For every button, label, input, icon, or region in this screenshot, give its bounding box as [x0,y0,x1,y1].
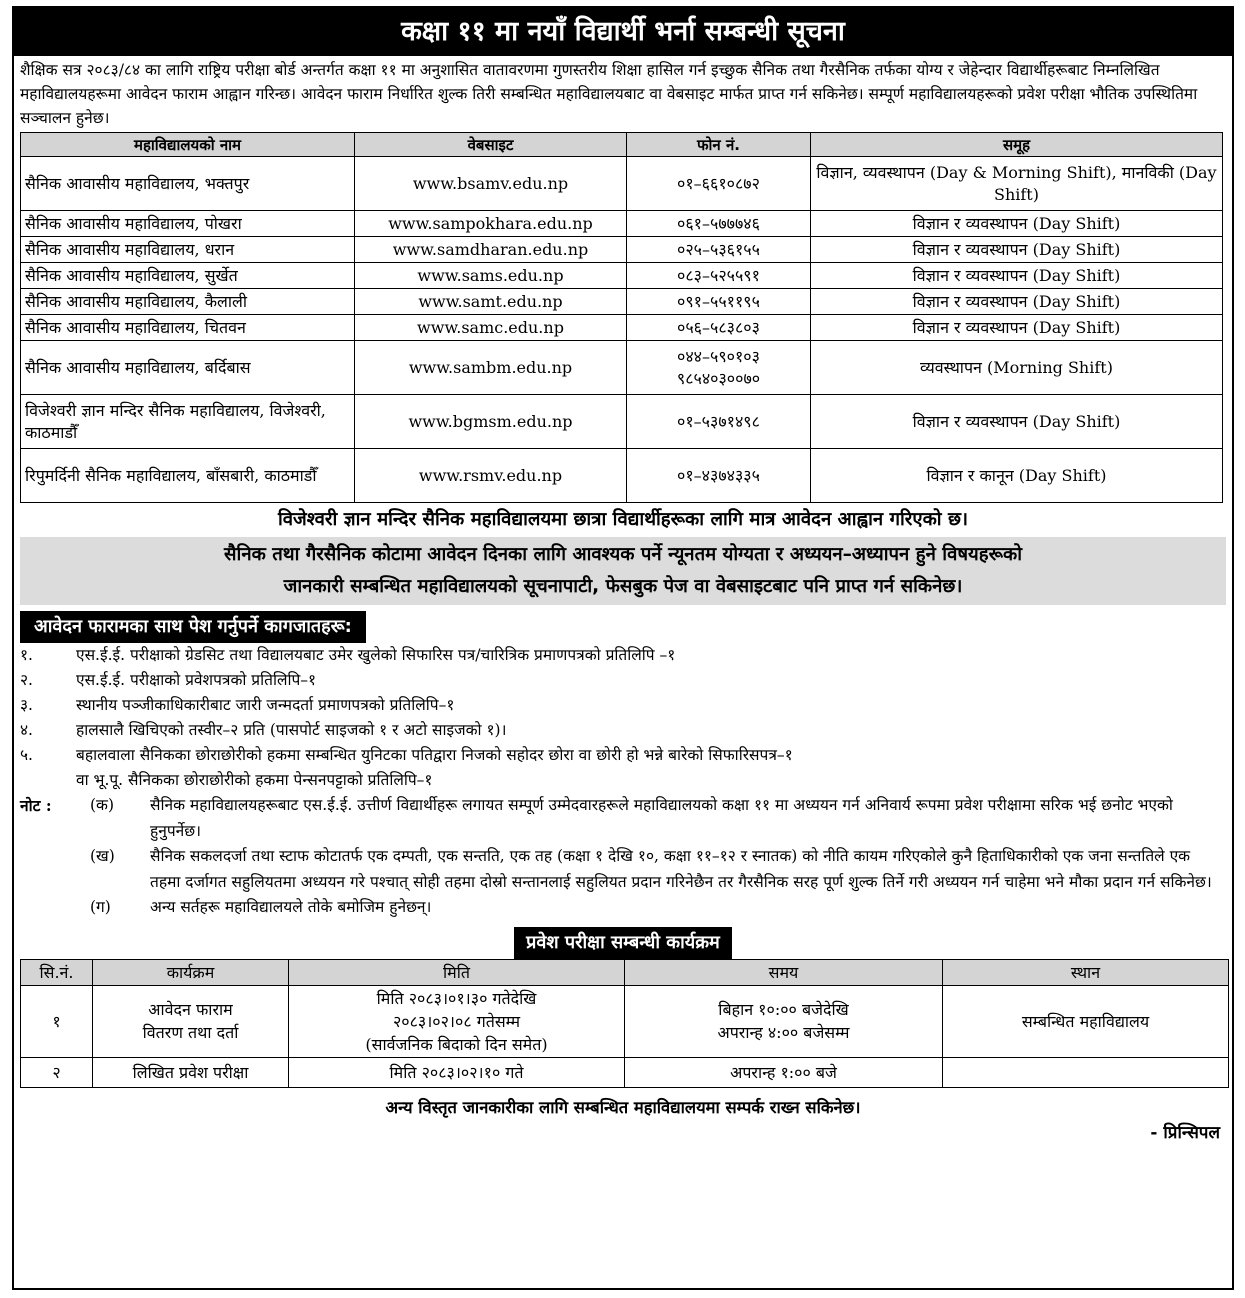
schedule-time-line: बिहान १०:०० बजेदेखि [718,1000,849,1019]
college-name: सैनिक आवासीय महाविद्यालय, कैलाली [21,289,355,315]
college-website[interactable]: www.sambm.edu.np [355,341,627,395]
college-name: सैनिक आवासीय महाविद्यालय, बर्दिबास [21,341,355,395]
schedule-serial: १ [21,985,93,1057]
schedule-time-line: अपरान्ह ४:०० बजेसम्म [717,1023,850,1042]
table-row [21,449,1223,503]
documents-list [20,643,1232,793]
college-group: विज्ञान र व्यवस्थापन (Day Shift) [811,289,1223,315]
schedule-time: अपरान्ह १:०० बजे [625,1057,943,1087]
schedule-heading: प्रवेश परीक्षा सम्बन्धी कार्यक्रम [514,927,732,959]
colleges-table [20,132,1223,503]
documents-heading: आवेदन फारामका साथ पेश गर्नुपर्ने कागजातहरू: [20,611,366,643]
list-item [20,643,1232,668]
list-item [20,718,1232,743]
college-name: सैनिक आवासीय महाविद्यालय, धरान [21,237,355,263]
college-group: विज्ञान र व्यवस्थापन (Day Shift) [811,263,1223,289]
signature: - प्रिन्सिपल [1150,1122,1220,1143]
notice-title: कक्षा ११ मा नयाँ विद्यार्थी भर्ना सम्बन्धी सूचना [14,8,1232,56]
note-text: अन्य सर्तहरू महाविद्यालयले तोके बमोजिम हुनेछन्। [150,898,432,916]
note-text: सैनिक सकलदर्जा तथा स्टाफ कोटातर्फ एक दम्पती, एक सन्तति, एक तह (कक्षा १ देखि १०, कक्षा ११–१२ र स्नातक) को नीति कायम गरिएकोले कुनै हिताधिकारीको एक जना सन्ततिले एक तहमा दर्जागत सहुलियतमा अध्ययन गरे पश्चात् सोही तहमा दोस्रो सन्तानलाई सहुलियत प्रदान गरिनेछैन तर गैरसैनिक सरह पूर्ण शुल्क तिर्ने गरी अध्ययन गर्न चाहेमा भने मौका प्रदान गर्न सकिनेछ। [150,847,1212,891]
list-number: ४. [20,721,33,739]
table-row [21,395,1223,449]
college-website[interactable]: www.samdharan.edu.np [355,237,627,263]
college-phone: ०५६–५८३८०३ [627,315,811,341]
table-row [21,1057,1229,1087]
list-number: २. [20,671,33,689]
notes-section [20,793,1232,921]
intro-paragraph: शैक्षिक सत्र २०८३/८४ का लागि राष्ट्रिय परीक्षा बोर्ड अन्तर्गत कक्षा ११ मा अनुशासित वातावरणमा गुणस्तरीय शिक्षा हासिल गर्न इच्छुक सैनिक तथा गैरसैनिक तर्फका योग्य र जेहेन्दार विद्यार्थीहरूबाट निम्नलिखित महाविद्यालयहरूमा आवेदन फाराम आह्वान गरिन्छ। आवेदन फाराम निर्धारित शुल्क तिरी सम्बन्धित महाविद्यालयबाट वा वेबसाइट मार्फत प्राप्त गर्न सकिनेछ। सम्पूर्ण महाविद्यालयहरूको प्रवेश परीक्षा भौतिक उपस्थितिमा सञ्चालन हुनेछ। [20,61,1198,127]
list-item [20,668,1232,693]
list-number: ३. [20,696,33,714]
college-website[interactable]: www.bsamv.edu.np [355,157,627,211]
list-item [20,743,1232,793]
header-website: वेबसाइट [355,133,627,157]
college-phone: ०४४–५९०१०३ [677,346,760,366]
schedule-place [943,1057,1229,1087]
list-text-continued: वा भू.पू. सैनिकका छोराछोरीको हकमा पेन्सनपट्टाको प्रतिलिपि–१ [76,771,433,789]
list-text: एस.ई.ई. परीक्षाको ग्रेडसिट तथा विद्यालयबाट उमेर खुलेको सिफारिस पत्र/चारित्रिक प्रमाणपत्रको प्रतिलिपि –१ [76,646,676,664]
college-name: सैनिक आवासीय महाविद्यालय, चितवन [21,315,355,341]
note-key: (क) [90,796,114,814]
college-group: विज्ञान र व्यवस्थापन (Day Shift) [811,237,1223,263]
schedule-table [20,959,1229,1088]
note-label: नोट : [20,796,52,815]
college-website[interactable]: www.samc.edu.np [355,315,627,341]
list-item [20,693,1232,718]
table-row [21,341,1223,395]
college-phone: ०६१–५७७७४६ [627,211,811,237]
table-row [21,157,1223,211]
header-serial: सि.नं. [21,959,93,985]
table-row [21,211,1223,237]
college-website[interactable]: www.samt.edu.np [355,289,627,315]
list-text: हालसालै खिचिएको तस्वीर–२ प्रति (पासपोर्ट साइजको १ र अटो साइजको १)। [76,721,507,739]
college-name: सैनिक आवासीय महाविद्यालय, सुर्खेत [21,263,355,289]
schedule-time [625,985,943,1057]
college-group: विज्ञान, व्यवस्थापन (Day & Morning Shift), मानविकी (Day Shift) [811,157,1223,211]
college-phone-cell [627,341,811,395]
header-program: कार्यक्रम [93,959,289,985]
list-text: बहालवाला सैनिकका छोराछोरीको हकमा सम्बन्धित युनिटका पतिद्वारा निजको सहोदर छोरा वा छोरी हो भन्ने बारेको सिफारिसपत्र–१ [76,746,793,764]
college-phone: ०१–६६१०८७२ [627,157,811,211]
schedule-date-line: मिति २०८३।०१।३० गतेदेखि [376,988,537,1008]
note-text: सैनिक महाविद्यालयहरूबाट एस.ई.ई. उत्तीर्ण विद्यार्थीहरू लगायत सम्पूर्ण उम्मेदवारहरूले महाविद्यालयको कक्षा ११ मा अध्ययन गर्न अनिवार्य रूपमा प्रवेश परीक्षामा सरिक भई छनोट भएको हुनुपर्नेछ। [150,796,1173,840]
header-time: समय [625,959,943,985]
list-text: स्थानीय पञ्जीकाधिकारीबाट जारी जन्मदर्ता प्रमाणपत्रको प्रतिलिपि–१ [76,696,455,714]
list-number: १. [20,646,33,664]
notice-page [12,6,1234,1290]
list-number: ५. [20,746,33,764]
contact-note: अन्य विस्तृत जानकारीका लागि सम्बन्धित महाविद्यालयमा सम्पर्क राख्न सकिनेछ। [385,1097,861,1117]
college-name: सैनिक आवासीय महाविद्यालय, पोखरा [21,211,355,237]
college-phone: ०२५–५३६१५५ [627,237,811,263]
schedule-program-line: वितरण तथा दर्ता [142,1023,239,1042]
table-row [21,237,1223,263]
college-group: व्यवस्थापन (Morning Shift) [811,341,1223,395]
college-group: विज्ञान र व्यवस्थापन (Day Shift) [811,395,1223,449]
college-phone: ०९१–५५११९५ [627,289,811,315]
college-name: रिपुमर्दिनी सैनिक महाविद्यालय, बाँसबारी, काठमाडौँ [21,449,355,503]
schedule-date-line: (सार्वजनिक बिदाको दिन समेत) [365,1034,548,1054]
college-website[interactable]: www.sams.edu.np [355,263,627,289]
quota-info-line: सैनिक तथा गैरसैनिक कोटामा आवेदन दिनका लागि आवश्यक पर्ने न्यूनतम योग्यता र अध्ययन–अध्यापन हुने विषयहरूको [224,544,1022,565]
header-place: स्थान [943,959,1229,985]
colleges-header-row [21,133,1223,157]
college-name: सैनिक आवासीय महाविद्यालय, भक्तपुर [21,157,355,211]
college-phone: ०१–४३७४३३५ [627,449,811,503]
college-website[interactable]: www.bgmsm.edu.np [355,395,627,449]
header-date: मिति [289,959,625,985]
list-text-wrap [76,743,1232,793]
college-phone: ०८३–५२५५९१ [627,263,811,289]
college-website[interactable]: www.sampokhara.edu.np [355,211,627,237]
schedule-header-row [21,959,1229,985]
schedule-serial: २ [21,1057,93,1087]
note-key: (ग) [90,898,111,916]
quota-info-line: जानकारी सम्बन्धित महाविद्यालयको सूचनापाटी, फेसबुक पेज वा वेबसाइटबाट पनि प्राप्त गर्न सकिनेछ। [283,576,963,597]
note-key: (ख) [90,847,115,865]
schedule-program [93,985,289,1057]
college-phone: ०१–५३७१४९८ [627,395,811,449]
table-row [21,315,1223,341]
note-item [20,895,1232,921]
schedule-program: लिखित प्रवेश परीक्षा [93,1057,289,1087]
header-group: समूह [811,133,1223,157]
note-item [20,793,1232,844]
table-row [21,289,1223,315]
list-text: एस.ई.ई. परीक्षाको प्रवेशपत्रको प्रतिलिपि–१ [76,671,317,689]
schedule-place: सम्बन्धित महाविद्यालय [943,985,1229,1057]
header-college-name: महाविद्यालयको नाम [21,133,355,157]
header-phone: फोन नं. [627,133,811,157]
schedule-date [289,985,625,1057]
college-name: विजेश्वरी ज्ञान मन्दिर सैनिक महाविद्यालय, विजेश्वरी, काठमाडौँ [21,395,355,449]
schedule-date-line: २०८३।०२।०८ गतेसम्म [392,1011,521,1031]
college-group: विज्ञान र व्यवस्थापन (Day Shift) [811,211,1223,237]
college-group: विज्ञान र व्यवस्थापन (Day Shift) [811,315,1223,341]
girls-only-note: विजेश्वरी ज्ञान मन्दिर सैनिक महाविद्यालयमा छात्रा विद्यार्थीहरूका लागि मात्र आवेदन आह्वान गरिएको छ। [277,509,969,530]
college-group: विज्ञान र कानून (Day Shift) [811,449,1223,503]
college-phone-mobile: ९८५४०३००७० [676,368,761,388]
schedule-program-line: आवेदन फाराम [148,1000,233,1019]
note-item [20,844,1232,895]
quota-info-box [20,537,1226,605]
table-row [21,263,1223,289]
table-row [21,985,1229,1057]
college-website[interactable]: www.rsmv.edu.np [355,449,627,503]
schedule-date: मिति २०८३।०२।१० गते [289,1057,625,1087]
